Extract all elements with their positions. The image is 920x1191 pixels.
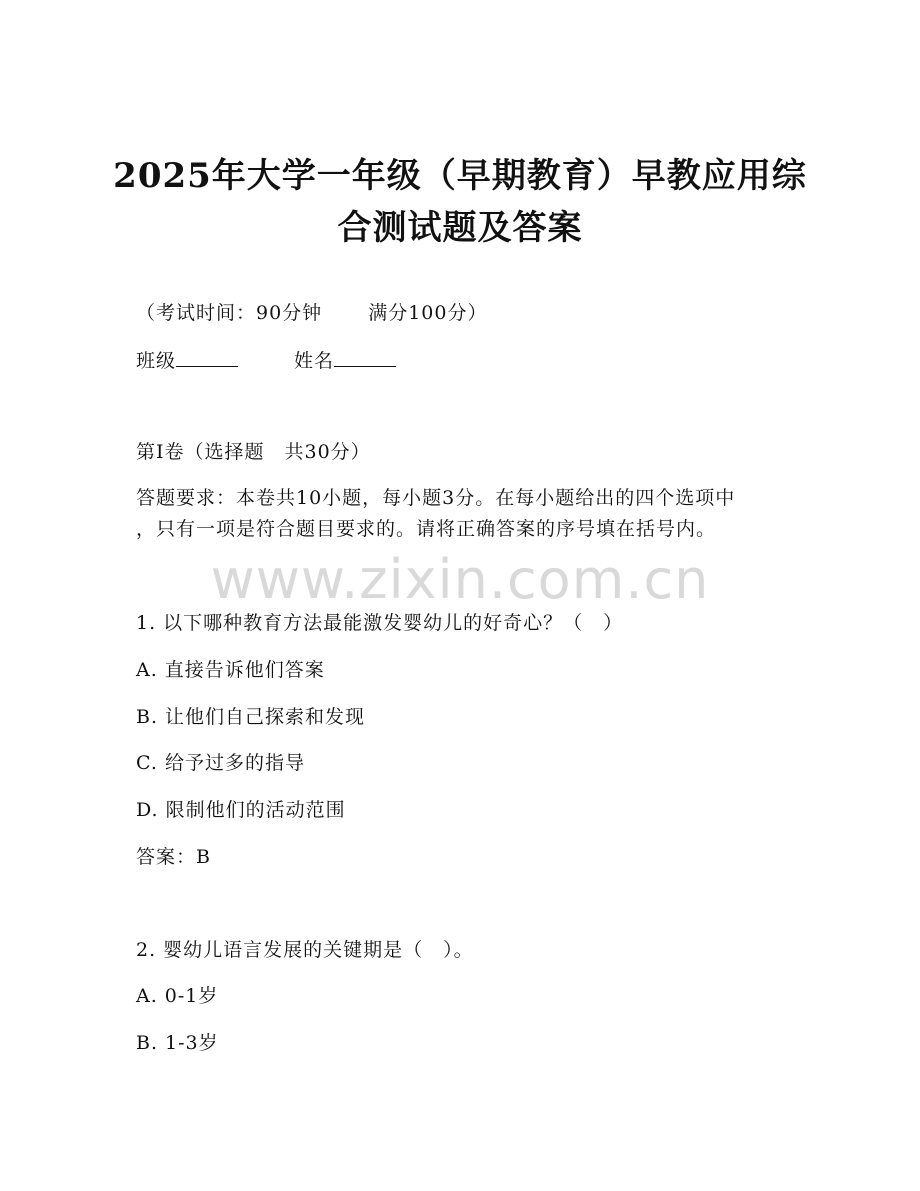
- question-1-option-c: C. 给予过多的指导: [136, 752, 305, 774]
- exam-time: （考试时间：90分钟: [136, 302, 323, 324]
- instruction-line-1: 答题要求：本卷共10小题，每小题3分。在每小题给出的四个选项中: [136, 487, 736, 509]
- class-blank[interactable]: [176, 348, 238, 367]
- watermark: www.zixin.com.cn: [210, 548, 710, 611]
- question-1-option-a: A. 直接告诉他们答案: [136, 659, 325, 681]
- page-title: [100, 150, 820, 254]
- question-1-option-b: B. 让他们自己探索和发现: [136, 706, 366, 728]
- title-line-2: 合测试题及答案: [337, 208, 583, 248]
- name-blank[interactable]: [334, 348, 396, 367]
- question-2-option-a: A. 0-1岁: [136, 985, 219, 1007]
- name-label: 姓名: [294, 350, 335, 372]
- title-line-1: 2025年大学一年级（早期教育）早教应用综: [113, 156, 807, 196]
- exam-score: 满分100分）: [368, 302, 488, 324]
- instruction-line-2: ，只有一项是符合题目要求的。请将正确答案的序号填在括号内。: [136, 518, 717, 540]
- section-heading: 第I卷（选择题 共30分）: [136, 441, 371, 463]
- class-label: 班级: [136, 350, 177, 372]
- question-1-stem: 1. 以下哪种教育方法最能激发婴幼儿的好奇心？（ ）: [136, 612, 624, 634]
- exam-info: [136, 299, 487, 327]
- question-2-stem: 2. 婴幼儿语言发展的关键期是（ ）。: [136, 939, 474, 961]
- question-1-answer: 答案：B: [136, 846, 211, 868]
- question-2-option-b: B. 1-3岁: [136, 1032, 219, 1054]
- question-1-option-d: D. 限制他们的活动范围: [136, 799, 346, 821]
- student-fields: [136, 347, 396, 375]
